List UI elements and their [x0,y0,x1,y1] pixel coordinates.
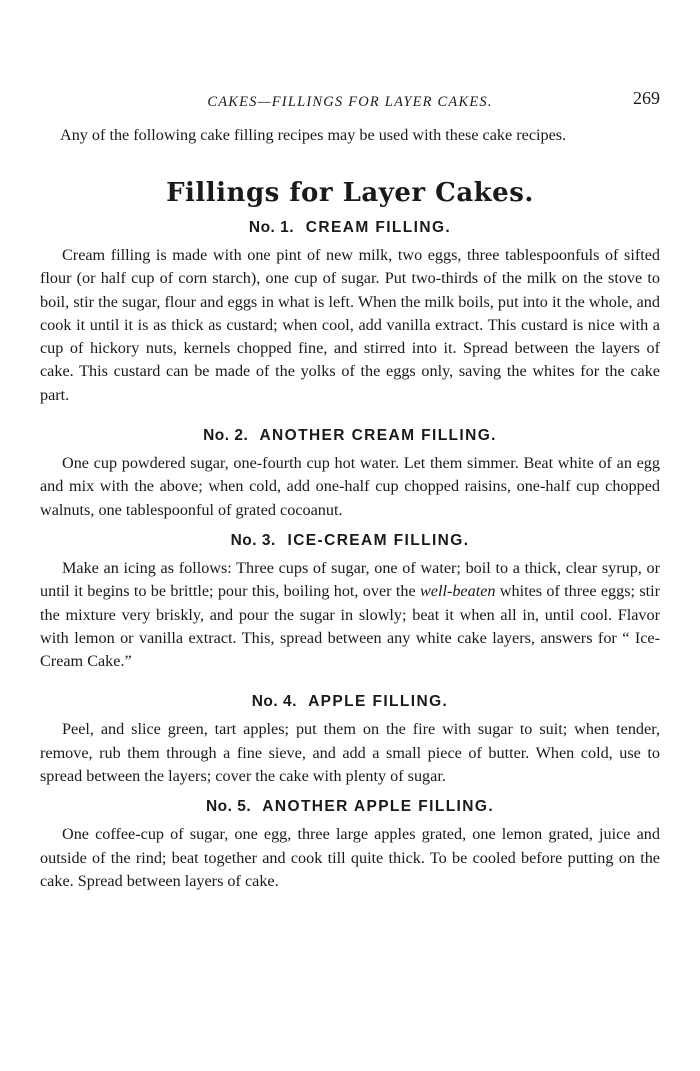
recipe-title [40,425,660,447]
page-number: 269 [633,88,660,108]
intro-sentence: Any of the following cake filling recipes may be used with these cake recipes. [60,126,567,144]
recipe-cream-filling [40,217,660,407]
recipe-text-part: whites of three eggs; stir the mixture very briskly, and pour the sugar in slowly; beat it when all in, until cool. Flavor with lemon or vanilla extract. This, spread between any white cake layers, answers for “ Ice-Cream Cake.” [40,582,660,671]
recipe-body [40,452,660,522]
recipe-title-text: APPLE FILLING. [308,693,449,711]
recipe-another-cream-filling [40,425,660,522]
recipe-another-apple-filling [40,796,660,893]
recipe-paragraph [40,557,660,673]
recipe-number: No. 1. [248,219,295,236]
recipe-number: No. 2. [203,427,249,445]
recipe-title [40,530,660,552]
recipe-body [40,244,660,407]
recipe-title-text: ICE-CREAM FILLING. [287,531,470,549]
recipe-number: No. 3. [230,531,276,549]
book-page [40,88,660,893]
recipe-text-part: Make an icing as follows: Three cups of sugar, one of water; boil to a thick, clear syrup, or until it begins to be brittle; pour this, boiling hot, over the [40,558,660,601]
recipe-body [40,823,660,893]
recipe-apple-filling [40,691,660,788]
recipe-title [40,217,660,239]
recipe-number: No. 5. [205,798,252,816]
recipe-title-text: ANOTHER APPLE FILLING. [262,798,495,816]
recipe-title-text: CREAM FILLING. [305,219,452,236]
recipe-body [40,557,660,673]
recipe-paragraph: One cup powdered sugar, one-fourth cup hot water. Let them simmer. Beat white of an egg and mix with the above; when cold, add one-half cup chopped raisins, one-half cup chopped walnuts, one tablespoonful of grated cocoanut. [40,454,660,519]
running-title: CAKES—FILLINGS FOR LAYER CAKES. [207,94,493,110]
section-heading: Fillings for Layer Cakes. [166,178,534,208]
recipe-title [40,796,660,818]
recipe-number: No. 4. [251,693,297,711]
recipe-title-text: ANOTHER CREAM FILLING. [259,427,497,445]
recipe-body [40,718,660,788]
recipe-paragraph: Cream filling is made with one pint of new milk, two eggs, three tablespoonfuls of sifted flour (or half cup of corn starch), one cup of sugar. Put two-thirds of the milk on the stove to boil, stir the sugar, flour and eggs in what is left. When the milk boils, put into it the whole, and cook it until it is as thick as custard; when cool, add vanilla extract. This custard is nice with a cup of hickory nuts, kernels chopped fine, and stirred into it. Spread between the layers of cake. This custard can be made of the yolks of the eggs only, saving the whites for the cake part. [40,246,660,404]
recipe-paragraph: Peel, and slice green, tart apples; put them on the fire with sugar to suit; when tender, remove, rub them through a fine sieve, and add a small piece of butter. When cold, use to spread between the layers; cover the cake with plenty of sugar. [40,720,660,786]
recipe-paragraph: One coffee-cup of sugar, one egg, three large apples grated, one lemon grated, juice and outside of the rind; beat together and cook till quite thick. To be cooled before putting on the cake. Spread between layers of cake. [40,825,660,890]
recipe-ice-cream-filling [40,530,660,673]
recipe-title [40,691,660,713]
running-head [40,88,660,112]
recipe-text-italic: well-beaten [419,582,496,601]
